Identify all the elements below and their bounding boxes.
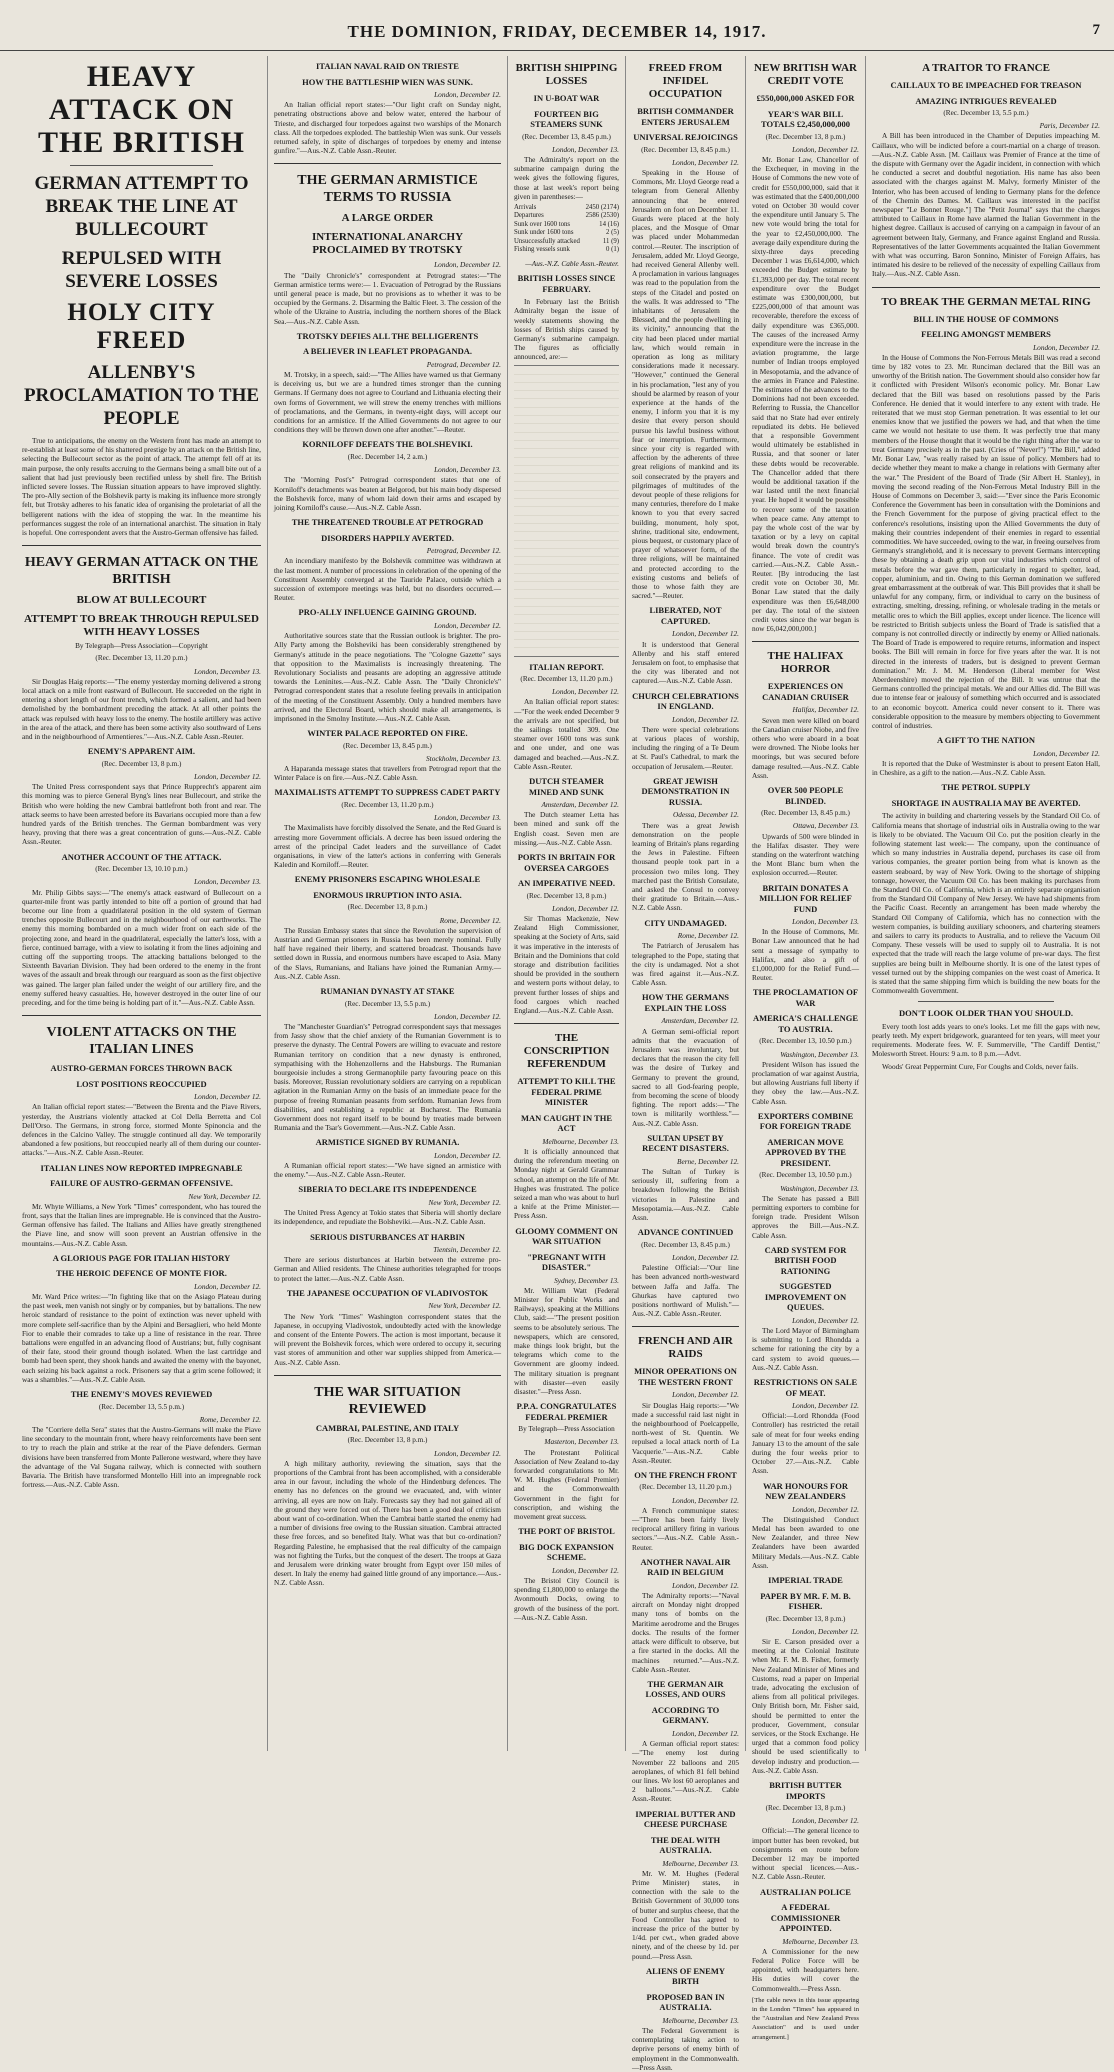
divider	[274, 163, 501, 164]
subheading: CAILLAUX TO BE IMPEACHED FOR TREASON	[890, 80, 1082, 90]
dateline: Paris, December 12.	[1039, 121, 1100, 131]
dateline: London, December 12.	[434, 1150, 501, 1160]
subheading: SULTAN UPSET BY RECENT DISASTERS.	[642, 1132, 729, 1154]
subheading: SERIOUS DISTURBANCES AT HARBIN	[310, 1231, 465, 1242]
subheading: MAN CAUGHT IN THE ACT	[520, 1112, 613, 1134]
subheading: A GLORIOUS PAGE FOR ITALIAN HISTORY	[52, 1252, 231, 1263]
dateline: Washington, December 13.	[780, 1183, 859, 1193]
received-time: (Rec. December 13, 8 p.m.)	[526, 891, 607, 900]
article-paragraph: The Sultan of Turkey is seriously ill, suffering from a breakdown following the British victories in Palestine and Mesopotamia.—Aus.-N.Z. Cable Assn.	[632, 1166, 739, 1222]
dateline: London, December 12.	[194, 1281, 261, 1291]
article-paragraph: In February last the British Admiralty began the issue of weekly statements showing the losses of British ships caused by Germany's submarine campaign. The figures as officially announced, are:—	[514, 297, 619, 362]
table-cell: Fishing vessels sunk	[514, 246, 570, 254]
column-1	[16, 56, 268, 1751]
received-time: (Rec. December 13, 8.45 p.m.)	[641, 145, 730, 154]
dateline: London, December 12.	[552, 903, 619, 913]
table-cell: 11 (9)	[602, 237, 619, 245]
subheading: ATTEMPT TO KILL THE FEDERAL PRIME MINISTER	[517, 1076, 616, 1108]
subheading: ITALIAN LINES NOW REPORTED IMPREGNABLE	[40, 1162, 243, 1173]
subheading: PRO-ALLY INFLUENCE GAINING GROUND.	[298, 607, 477, 618]
subheading: CAMBRAI, PALESTINE, AND ITALY	[315, 1422, 460, 1433]
headline: HEAVY GERMAN ATTACK ON THE BRITISH	[24, 555, 259, 588]
article-paragraph: A high military authority, reviewing the situation, says that the proportions of the Cambrai front has been accomplished, with a considerable area in our favour, including the whole of the Hindenburg defences. The enemy has no defences on the ground we evacuated, and, with winter arriving, all eyes are now on Italy. Forecasts say they had not gained all of the ground they were forced out of. There has been a good deal of criticism about want of co-ordination. When the Cambrai battle started the enemy had a number of divisions free owing to the Russian situation. Cambrai attracted these free forces, and so benefited Italy. What was that but co-ordination? Regarding Palestine, he emphasised that the real difficulty of the campaign was not fighting the Turks, but the conquest of the desert. The troops at Gaza and Jerusalem were drinking water brought from Egypt over 150 miles of desert. In Italy the enemy had gained little ground of any importance.—Aus.-N.Z. Cable Assn.	[274, 1458, 501, 1588]
column-3	[508, 56, 626, 1751]
subheading: BRITISH BUTTER IMPORTS	[769, 1780, 842, 1801]
table-row	[514, 204, 619, 213]
article-paragraph: The Maximalists have forcibly dissolved the Senate, and the Red Guard is arresting more Government officials. A decree has been issued ordering the arrest of the principal Cadet leaders and the surveillance of Cadet organisations, in view of the latter's actions in conferring with Generals Kaledin and Korniloff.—Reuter.	[274, 823, 501, 870]
table-cell: Arrivals	[514, 203, 537, 211]
subheading: BRITAIN DONATES A MILLION FOR RELIEF FUND	[759, 882, 852, 914]
article-paragraph: President Wilson has issued the proclamation of war against Austria, but allowing Austrians full liberty if they obey the law.—Aus.-N.Z. Cable Assn.	[752, 1059, 859, 1106]
advertisement-title: DON'T LOOK OLDER THAN YOU SHOULD.	[898, 1008, 1074, 1019]
divider	[274, 1375, 501, 1376]
subheading: KORNILOFF DEFEATS THE BOLSHEVIKI.	[302, 439, 473, 450]
article-paragraph: An Italian official report states:—"Between the Brenta and the Piave Rivers, yesterday, the Austrians violently attacked at Col Della Berretta and Col Dell'Orso. The Germans, in strong force, stormed Monte Spinoncia and the defences in the Calcino Valley. The struggle continued all day. We temporarily abandoned a few positions, but reoccupied nearly all of them during our counter-attacks."—Aus.-N.Z. Cable Assn.-Reuter.	[22, 1102, 261, 1158]
received-time: (Rec. December 13, 10.50 p.m.)	[759, 1037, 852, 1046]
dateline: London, December 12.	[672, 1728, 739, 1738]
dateline: London, December 12.	[1033, 748, 1100, 758]
subheading: BIG DOCK EXPANSION SCHEME.	[519, 1541, 614, 1563]
subheading: CITY UNDAMAGED.	[644, 917, 727, 928]
subheading: ITALIAN REPORT.	[529, 661, 604, 672]
subheading: AUSTRO-GERMAN FORCES THROWN BACK	[50, 1063, 233, 1074]
article-paragraph: Mr. Philip Gibbs says:—"The enemy's attack eastward of Bullecourt on a quarter-mile front was partly intended to bite off a portion of ground that had become our line from a quadrilateral position in the old system of German trenches opposite Bullecourt and in the neighbourhood of our earthworks. The enemy this morning bombarded on a much wider front on each side of the projecting zone, and heard in the quadrilateral, especially the latter's loss, with a fierce, continued barrage, with a view to isolating it from the lines adjoining and cutting off the supporting troops. The attacking battalions belonged to the Sixteenth Bavarian Division. They had been ordered to the enemy in the front waves of the assault and break through our rearguard as soon as the first objective was gained. The larger plan failed under the weight of our artillery fire, and the enemy suffered heavy casualties. He, however destroyed in the outer line of our preceding, and for the time being is holding part of it."—Aus.-N.Z. Cable Assn.	[22, 887, 261, 1007]
article-paragraph: The Senate has passed a Bill permitting exporters to combine for foreign trade. President Wilson approves the Bill.—Aus.-N.Z. Cable Assn.	[752, 1193, 859, 1240]
article-paragraph: The United Press correspondent says that Prince Rupprecht's apparent aim this morning was to pierce General Byng's lines near Bullecourt, and strike the British who were holding the new Cambrai battlefront both front and rear. The attack seems to have been arrested before its Bavarians occupied more than a few hundred yards of the British trenches. The German bombardment was very heavy, proving that there was a great concentration of guns.—Aus.-N.Z. Cable Assn.-Reuter.	[22, 782, 261, 847]
received-time: (Rec. December 13, 8 p.m.)	[765, 1804, 846, 1812]
newspaper-columns	[16, 56, 1106, 2072]
article-paragraph: Mr. Bonar Law, Chancellor of the Exchequer, in moving in the House of Commons the new vote of credit for £550,000,000, said that it was estimated that the £400,000,000 voted on October 30 would cover the expenditure until January 5. The new vote would bring the total for the year to £2,450,000,000. The average daily expenditure during the sixty-three days preceding December 1 was £6,614,000, which exceeded the Budget estimate by £1,393,000 per day. The total recent expenditure over the Budget estimate was £300,000,000, but £225,000,000 of that amount was recoverable, therefore the excess of daily expenditure was £365,000. The causes of the increased Army expenditure were the increase in the aviation programme, the large number of Indian troops employed in Mesopotamia, and the advance of the armies in France and Palestine. The estimates of the advances to the Dominions had not been exceeded. Referring to Russia, the Chancellor said that no State had ever entirely repudiated its debts. He believed that a responsible Government would ultimately be established in Russia, and that sooner or later these debts would be recoverable. The Chancellor added that there would be additional taxation if the war lasted until the next financial year. He hoped it would be possible to recover some of the taxation when peace came. Any attempt to pay the whole cost of the war by taxation or by a levy on capital would break down the country's finance. The vote of credit was carried.—Aus.-N.Z. Cable Assn.-Reuter. [By introducing the last credit vote on October 30, Mr. Bonar Law stated that the daily expenditure was then £6,648,000 per day. The total of the sixteen credit votes since the war began is now £6,042,000,000.]	[752, 154, 859, 634]
subheading: THE PROCLAMATION OF WAR	[752, 987, 859, 1008]
divider	[70, 165, 213, 166]
subheading: FEELING AMONGST MEMBERS	[921, 329, 1051, 340]
article-paragraph: The Admiralty's report on the submarine campaign during the week gives the following figures, those at last week's report being given in parentheses:—	[514, 154, 619, 201]
table-cell: 2 (5)	[605, 229, 619, 237]
dateline: London, December 12.	[194, 1092, 261, 1102]
dateline: Tientsin, December 12.	[433, 1245, 501, 1255]
article-paragraph: Speaking in the House of Commons, Mr. Lloyd George read a telegram from General Allenby announcing that he entered Jerusalem on foot on December 11. Guards were placed at the holy places, and the Mosque of Omar was placed under Mohammedan control.—Reuter. The inscription of Jerusalem, added Mr. Lloyd George, had received General Allenby well. A proclamation in various languages was read to the population from the steps of the Citadel and posted on the walls. It was addressed to "The inhabitants of Jerusalem the Blessed, and the people dwelling in its vicinity," announcing that the city had been placed under martial law, which would remain in operation as long as military considerations made it necessary. "However," continued the General in his proclamation, "lest any of you should be alarmed by reason of your experience at the hands of the enemy, I inform you that it is my desire that every person should pursue his lawful business without fear or interruption. Furthermore, since your city is regarded with affection by the adherents of three great religions of mankind and its soil consecrated by the prayers and pilgrimages of multitudes of the devout people of these religions for many centuries, therefore do I make known to you that every sacred building, monument, holy spot, shrine, traditional site, endowment, pious bequest, or customary place of prayer of whatsoever form, of the three religions, will be maintained and protected according to the existing customs and beliefs of those to whose faith they are sacred."—Reuter.	[632, 167, 739, 601]
dateline: London, December 12.	[434, 260, 501, 270]
subheading: WINTER PALACE REPORTED ON FIRE.	[307, 728, 468, 739]
article-paragraph: An incendiary manifesto by the Bolshevik committee was withdrawn at the last moment. A number of processions in celebration of the opening of the Constituent Assembly converged at the Tauride Palace, outside which a succession of extempore meetings was held, but no disorders occurred.—Reuter.	[274, 556, 501, 603]
article-paragraph: A German official report states:—"The enemy lost during November 22 balloons and 205 aeroplanes, of which 81 fell behind our lines. We lost 60 aeroplanes and 2 balloons."—Aus.-N.Z. Cable Assn.-Reuter.	[632, 1739, 739, 1804]
dateline: Melbourne, December 13.	[782, 1936, 859, 1946]
divider	[872, 287, 1100, 288]
article-paragraph: The Federal Government is contemplating taking action to deprive persons of enemy birth of employment in the Commonwealth.—Press Assn.	[632, 2025, 739, 2072]
article-paragraph: Seven men were killed on board the Canadian cruiser Niobe, and five others who were aboard in a boat were drowned. The Niobe looks her moorings, but was secured before damage resulted.—Aus.-N.Z. Cable Assn.	[752, 715, 859, 780]
dateline: London, December 12.	[672, 629, 739, 639]
subheading: AMERICA'S CHALLENGE TO AUSTRIA.	[752, 1013, 859, 1034]
dateline: Melbourne, December 13.	[662, 1858, 739, 1868]
article-paragraph: An Italian official report states:—"For the week ended December 9 the arrivals are not specified, but the sailings totalled 309. One steamer over 1600 tons was sunk and one under, and one was damaged and beached.—Aus.-N.Z. Cable Assn.-Reuter.	[514, 697, 619, 771]
headline: THE HALIFAX HORROR	[767, 650, 844, 676]
subheading: ENORMOUS IRRUPTION INTO ASIA.	[313, 889, 462, 900]
headline: VIOLENT ATTACKS ON THE ITALIAN LINES	[46, 1025, 237, 1058]
masthead	[0, 0, 1114, 51]
article-paragraph: Palestine Official:—"Our line has been advanced north-westward between Jaffa and Jaffa. The Ghurkas have captured two positions northward of Mulish."—Aus.-N.Z. Cable Assn.-Reuter.	[632, 1263, 739, 1319]
table-row	[514, 238, 619, 247]
received-time: (Rec. December 13, 11.20 p.m.)	[520, 675, 613, 684]
headline: FRENCH AND AIR RAIDS	[638, 1335, 733, 1361]
dateline: London, December 12.	[434, 1448, 501, 1458]
subheading: SHORTAGE IN AUSTRALIA MAY BE AVERTED.	[891, 797, 1081, 808]
headline: THE CONSCRIPTION REFERENDUM	[523, 1032, 610, 1071]
weekly-losses-table	[514, 365, 619, 657]
received-time: (Rec. December 13, 8 p.m.)	[765, 132, 846, 141]
source-credit: —Aus.-N.Z. Cable Assn.-Reuter.	[525, 258, 619, 268]
headline: INTERNATIONAL ANARCHY PROCLAIMED BY TROTSKY	[311, 231, 464, 257]
article-paragraph: Authoritative sources state that the Russian outlook is brighter. The pro-Ally Party among the Bolsheviki has been considerably strengthened by Germany's attitude in the peace negotiations. The "Cologne Gazette" says that opposition to the Maximalists is increasingly threatening. The Revolutionary Socialists and peasants are adopting an aggressive attitude towards the Leninites.—Aus.-N.Z. Cable Assn. The "Daily Chronicle's" Petrograd correspondent states that a resolute feeling prevails in anticipation of the meeting of the Constituent Assembly. Only a hundred members have arrived, and the Electoral Board, which should make all arrangements, is imprisoned in the Smolny Institute.—Aus.-N.Z. Cable Assn.	[274, 631, 501, 723]
article-paragraph: True to anticipations, the enemy on the Western front has made an attempt to re-establish at least some of his shattered prestige by an attack on the British line, selecting the Bullecourt sector as the point of attack. The attempt fell off at its main purpose, the only results accruing to the Germans being a small bite out of a salient that had just previously been rectified unless by shell fire. The British inflicted severe losses. The Russian situation appears to have improved slightly. The pro-Ally section of the Bolshevik party is making its influence more strongly felt, but Trotsky adheres to his fanatic idea of organising the proletariat of all the belligerent nations with the idea of stopping the war. In the meantime his performances suggest the role of an international anarchist. The situation in Italy is hopeful. One correspondent avers that the Austro-German offensive has failed.	[22, 436, 261, 538]
subheading: A GIFT TO THE NATION	[937, 735, 1035, 746]
table-row	[514, 221, 619, 230]
subheading: ACCORDING TO GERMANY.	[651, 1704, 720, 1726]
subheading: SUGGESTED IMPROVEMENT ON QUEUES.	[764, 1281, 847, 1313]
subheading: ANOTHER ACCOUNT OF THE ATTACK.	[61, 851, 222, 862]
headline: ALLENBY'S PROCLAMATION TO THE PEOPLE	[23, 362, 260, 429]
dateline: Stockholm, December 13.	[426, 753, 501, 763]
divider	[22, 1015, 261, 1016]
subheading: UNIVERSAL REJOICINGS	[633, 132, 738, 142]
article-paragraph: A Bill has been introduced in the Chamber of Deputies impeaching M. Caillaux, who will be indicted before a court-martial on a charge of treason.—Aus.-N.Z. Cable Assn. [M. Caillaux was Premier of France at the time of the dispute with Germany over the Agadir incident, in connection with which he conducted a secret and doubtful negotiation. His name has also been associated with the charges against M. Malvy, formerly Minister of the Interior, who has been accused of lending to Germany plans for the defence of the Chemin des Dames. M. Caillaux was interested in the pacifist newspaper "Le Bonnet Rouge."] The "Petit Journal" says that the charges attributed to Caillaux in Rome have alarmed the Italian Government in the highest degree. Caillaux is accused of carrying on a campaign in favour of an agreement between Italy, Germany, and France against England and Russia. Representatives of the latter Governments acquainted the Italian Government with what was occurring. Baron Sonnino, Minister of Foreign Affairs, has intimated his desire to be relieved of the necessity of expelling Caillaux from Italy.—Aus.-N.Z. Cable Assn.	[872, 131, 1100, 279]
column-4	[626, 56, 746, 2072]
article-paragraph: The activity in building and chartering vessels by the Standard Oil Co. of California means that shortage of industrial oils in Australia owing to the war is likely to be obviated. The Vacuum Oil Co. put the position clearly in the following statement last week:— The company, upon the continuance of which so many industries in Australia depend, purchases its case oil from various companies, the greater portion being from what is known as the eastern seaboard, by way of New York. Owing to the shortage of shipping tonnage, however, the Vacuum Oil Co. has been making its purchases from the Standard Oil Co. of California, which is an entirely separate organisation from the Standard Oil Company of New Jersey. We have had shipments from the Pacific Coast. Recently an arrangement has been made whereby the Standard Oil Company of California, which has no connection with the western companies, is building auxiliary schooners, and chartering steamers and sailers to carry its products to Australia, and to relieve the Vacuum Oil Company. These vessels will be used to supply oil to Australia. It is not expected that the trade will reach the large volume of pre-war days. The first supplies are being built in Melbourne shortly. It is one of the latest types of vessel turned out by the shipping companies on the west coast of America. It is stated that the same shipping firm which is building the new boats for the Commonwealth Government.	[872, 811, 1100, 996]
subheading: WAR HONOURS FOR NEW ZEALANDERS	[762, 1480, 848, 1502]
divider	[918, 1001, 1055, 1002]
subheading: THE HEROIC DEFENCE OF MONTE FIOR.	[56, 1268, 227, 1279]
dateline: London, December 12.	[792, 1626, 859, 1636]
table-cell: Unsuccessfully attacked	[514, 237, 580, 245]
article-paragraph: A German semi-official report admits that the evacuation of Jerusalem was involuntary, but declares that the reason the city fell was the desire of Turkey and Germany to prevent the ground, sacred to all God-fearing people, from becoming the scene of bloody fighting. The report adds:—"The town is militarily worthless."—Aus.-N.Z. Cable Assn.	[632, 1026, 739, 1128]
article-paragraph: A Commissioner for the new Federal Police Force will be appointed, with headquarters here. His duties will cover the Commonwealth.—Press Assn.	[752, 1946, 859, 1993]
subheading: CHURCH CELEBRATIONS IN ENGLAND.	[632, 690, 739, 712]
subheading: THE GERMAN AIR LOSSES, AND OURS	[645, 1678, 726, 1700]
dateline: Rome, December 12.	[199, 1414, 261, 1424]
headline: A TRAITOR TO FRANCE	[922, 62, 1050, 74]
table-cell: 2450 (2174)	[585, 203, 619, 211]
column-6	[866, 56, 1106, 1751]
subheading: FAILURE OF AUSTRO-GERMAN OFFENSIVE.	[50, 1178, 233, 1189]
table-cell: 0 (1)	[605, 246, 619, 254]
subheading: SIBERIA TO DECLARE ITS INDEPENDENCE	[298, 1184, 477, 1195]
headline: A LARGE ORDER	[341, 212, 434, 225]
dateline: Masterton, December 13.	[544, 1437, 619, 1447]
subheading: LIBERATED, NOT CAPTURED.	[649, 605, 722, 626]
article-paragraph: The New York "Times" Washington correspondent states that the Japanese, in occupying Vladivostok, undoubtedly acted with the knowledge and consent of the Entente Powers. The action is most important, because it will prevent the Bolshevik forces, which were ordered to occupy it, securing vast stores of ammunition and other war supplies shipped from America.—Aus.-N.Z. Cable Assn.	[274, 1311, 501, 1367]
article-paragraph: The "Manchester Guardian's" Petrograd correspondent says that messages from Jassy show that the chief anxiety of the Rumanian Government is to preserve the dynasty. The Central Powers are willing to evacuate and restore Rumanian territory on condition that a new dynasty is enthroned, sympathising with the Hohenzollerns and the Habsburgs. The Rumanian bourgeoisie includes a strong Germanophile party favouring peace on this basis. Moreover, Russian revolutionary soldiers are carrying on a republican agitation in the Rumanian Army on the basis of an immediate peace for the purpose of freeing Rumanian peasants from serfdom. Rumanian Jews from disabilities, and establishing a republic at Bucharest. The Rumania Government does not regard itself to be bound by treaties made between Rumania and the Tsar's Government.—Aus.-N.Z. Cable Assn.	[274, 1021, 501, 1133]
article-paragraph: A French communique states:—"There has been fairly lively reciprocal artillery firing in various sectors."—Aus.-N.Z. Cable Assn.-Reuter.	[632, 1505, 739, 1552]
subheading: THE JAPANESE OCCUPATION OF VLADIVOSTOK	[286, 1287, 489, 1298]
dateline: Petrograd, December 12.	[426, 546, 501, 556]
headline: THE GERMAN ARMISTICE TERMS TO RUSSIA	[297, 173, 478, 206]
subheading: ITALIAN NAVAL RAID ON TRIESTE	[316, 61, 459, 71]
dateline: New York, December 12.	[428, 1197, 501, 1207]
article-paragraph: Official:—Lord Rhondda (Food Controller) has restricted the retail sale of meat for four weeks ending January 13 to the amount of the sale during the four weeks prior to October 27.—Aus.-N.Z. Cable Assn.	[752, 1411, 859, 1476]
page-number: 7	[1092, 22, 1100, 38]
dateline: London, December 12.	[194, 771, 261, 781]
received-time: (Rec. December 13, 11.20 p.m.)	[639, 1483, 732, 1492]
received-time: (Rec. December 13, 5.5 p.m.)	[344, 999, 431, 1008]
shipping-table	[514, 204, 619, 255]
divider	[22, 545, 261, 546]
article-paragraph: The Dutch steamer Letta has been mined and sunk off the English coast. Seven men are missing.—Aus.-N.Z. Cable Assn.	[514, 810, 619, 847]
dateline: Odessa, December 12.	[672, 810, 739, 820]
article-paragraph: The Patriarch of Jerusalem has telegraphed to the Pope, stating that the city is undamaged. Not a shot was fired against it.—Aus.-N.Z. Cable Assn.	[632, 941, 739, 988]
received-time: (Rec. December 13, 5.5 p.m.)	[98, 1402, 185, 1411]
subheading: RUMANIAN DYNASTY AT STAKE	[320, 986, 455, 996]
dateline: London, December 13.	[434, 813, 501, 823]
dateline: London, December 12.	[434, 90, 501, 99]
article-paragraph: Sir Douglas Haig reports:—"We made a successful raid last night in the neighbourhood of Poelcappelle, north-west of St. Quentin. We repulsed a local attack north of La Vacquerie."—Aus.-N.Z. Cable Assn.-Reuter.	[632, 1400, 739, 1465]
dateline: London, December 12.	[552, 687, 619, 697]
article-paragraph: The Lord Mayor of Birmingham is submitting to Lord Rhondda a scheme for rationing the city by a card system to avoid queues.—Aus.-N.Z. Cable Assn.	[752, 1325, 859, 1372]
subheading: ENEMY'S APPARENT AIM.	[87, 746, 196, 757]
dateline: Berne, December 12.	[677, 1156, 739, 1166]
dateline: London, December 13.	[552, 144, 619, 154]
subheading: THE THREATENED TROUBLE AT PETROGRAD	[291, 517, 484, 528]
subheading: BRITISH COMMANDER ENTERS JERUSALEM	[637, 106, 734, 127]
article-paragraph: An Italian official report states:—"Our light craft on Sunday night, penetrating obstructions above and below water, entered the harbour of Trieste, and discharged four torpedoes against two warships of the Monarch class. All the torpedoes exploded. The battleship Wien was sunk. Our vessels returned safely, in spite of discharges of torpedoes by enemy and intense gunfire."—Aus.-N.Z. Cable Assn.-Reuter.	[274, 100, 501, 156]
subheading: £550,000,000 ASKED FOR	[756, 93, 855, 103]
headline: TO BREAK THE GERMAN METAL RING	[881, 295, 1091, 308]
article-paragraph: Mr. Ward Price writes:—"In fighting like that on the Asiago Plateau during the past week, men vanish not singly or by companies, but by battalions. The new heroic standard of resistance to the point of extinction was never upheld with more complete self-sacrifice than by the Alpini and Bersaglieri, who held Monte Fior to enable their comrades to take up a line of resistance in the rear. Three battalions were engulfed in an advancing flood of Austrians; but, fully cognisant of their fate, stood their ground though isolated. When the last cartridge and bomb had been spent, they shook hands and awaited the enemy with the bayonet, each seizing his back against a rock. Prisoners say that a grim scene followed; it was a shambles."—Aus.-N.Z. Cable Assn.	[22, 1291, 261, 1384]
divider	[752, 641, 859, 642]
dateline: Petrograd, December 12.	[426, 359, 501, 369]
subheading: ANOTHER NAVAL AIR RAID IN BELGIUM	[640, 1556, 731, 1578]
subheading: FOURTEEN BIG STEAMERS SUNK	[530, 108, 603, 129]
table-row	[514, 229, 619, 238]
article-paragraph: The Distinguished Conduct Medal has been awarded to one New Zealander, and three New Zealanders have been awarded Military Medals.—Aus.-N.Z. Cable Assn.	[752, 1514, 859, 1570]
article-paragraph: Upwards of 500 were blinded in the Halifax disaster. They were standing on the waterfront watching the Mont Blanc burn when the explosion occurred.—Reuter.	[752, 831, 859, 878]
dateline: New York, December 12.	[188, 1191, 261, 1201]
subheading: IMPERIAL BUTTER AND CHEESE PURCHASE	[635, 1808, 736, 1830]
dateline: London, December 12.	[672, 714, 739, 724]
article-paragraph: The Admiralty reports:—"Naval aircraft on Monday night dropped many tons of bombs on the Maritime aerodrome and the Bruges docks. The results of the former attack were difficult to observe, but a fire started in the docks. All the machines returned."—Aus.-N.Z. Cable Assn.-Reuter.	[632, 1591, 739, 1674]
article-paragraph: M. Trotsky, in a speech, said:—"The Allies have warned us that Germany is deceiving us, but we are a hundred times stronger than the cunning Germans. If Germany does not agree to Courland and Lithuania electing their own forms of Government, we will strew the enemy trenches with millions of proclamations, and the Germans, in twenty-eight days, will accept our conditions for an armistice. If the Allied Governments do not agree to our conditions they will be thrown down one after another."—Reuter.	[274, 370, 501, 435]
received-time: (Rec. December 13, 5.5 p.m.)	[943, 109, 1029, 117]
subheading: CARD SYSTEM FOR BRITISH FOOD RATIONING	[764, 1244, 847, 1276]
byline: By Telegraph—Press Association	[518, 1425, 615, 1434]
article-paragraph: The Russian Embassy states that since the Revolution the supervision of Austrian and German prisoners in Russia has been merely nominal. Fully half have regained their liberty, and scattered broadcast. Thousands have settled down in Russia, and enormous numbers have escaped to Asia. Many of the Slavs, Rumanians, and Italians have joined the Rumanian Army.—Aus.-N.Z. Cable Assn.	[274, 925, 501, 981]
headline: FREED FROM INFIDEL OCCUPATION	[648, 62, 723, 100]
newspaper-masthead-title: THE DOMINION, FRIDAY, DECEMBER 14, 1917.	[347, 22, 767, 41]
subheading: ARMISTICE SIGNED BY RUMANIA.	[315, 1137, 460, 1148]
article-paragraph: The United Press Agency at Tokio states that Siberia will shortly declare its independence, and repudiate the Bolsheviki.—Aus.-N.Z. Cable Assn.	[274, 1208, 501, 1227]
headline: GERMAN ATTEMPT TO BREAK THE LINE AT BULLECOURT	[34, 173, 249, 240]
editorial-note: [The cable news in this issue appearing in the London "Times" has appeared in the "Australian and New Zealand Press Association" and is used under arrangement.]	[752, 1996, 859, 2041]
article-paragraph: It is understood that General Allenby and his staff entered Jerusalem on foot, to emphasise that the city was liberated and not captured.—Aus.-N.Z. Cable Assn.	[632, 639, 739, 686]
headline: REPULSED WITH SEVERE LOSSES	[61, 248, 222, 292]
column-2	[268, 56, 508, 1751]
dateline: London, December 12.	[672, 1390, 739, 1400]
dateline: London, December 12.	[792, 144, 859, 154]
dateline: London, December 12.	[672, 1252, 739, 1262]
divider	[632, 1326, 739, 1327]
received-time: (Rec. December 13, 8 p.m.)	[101, 759, 182, 768]
article-paragraph: It is officially announced that during the referendum meeting on Monday night at Gerald Grammar school, an attempt on the life of Mr. Hughes was frustrated. The police seized a man who was about to hurl a knife at the Prime Minister.—Press Assn.	[514, 1146, 619, 1221]
received-time: (Rec. December 13, 8.45 p.m.)	[522, 132, 611, 141]
subheading: BILL IN THE HOUSE OF COMMONS	[913, 313, 1059, 324]
dateline: London, December 12.	[792, 1315, 859, 1325]
table-cell: Sunk over 1600 tons	[514, 220, 571, 228]
subheading: AUSTRALIAN POLICE	[760, 1886, 851, 1897]
subheading: MINOR OPERATIONS ON THE WESTERN FRONT	[634, 1366, 737, 1387]
article-paragraph: The "Daily Chronicle's" correspondent at Petrograd states:—"The German armistice terms were:— 1. Evacuation of Petrograd by the Russians until general peace is made, but no provisions as to whether it was to be occupied by the Germans. 2. Disarming the Baltic Fleet. 3. The cession of the whole of the Ukraine to Austria, including the northern shores of the Black Sea.—Aus.-N.Z. Cable Assn.	[274, 270, 501, 326]
article-paragraph: A Haparanda message states that travellers from Petrograd report that the Winter Palace is on fire.—Aus.-N.Z. Cable Assn.	[274, 764, 501, 783]
article-paragraph: In the House of Commons, Mr. Bonar Law announced that he had sent a message of sympathy to Halifax, and also a gift of £1,000,000 for the Relief Fund.—Reuter.	[752, 927, 859, 983]
subheading: EXPERIENCES ON CANADIAN CRUISER	[762, 681, 849, 702]
column-5	[746, 56, 866, 2041]
dateline: London, December 13.	[434, 465, 501, 475]
subheading: AMAZING INTRIGUES REVEALED	[915, 95, 1057, 106]
dateline: London, December 12.	[672, 157, 739, 167]
headline: HOLY CITY FREED	[67, 299, 216, 354]
subheading: GLOOMY COMMENT ON WAR SITUATION	[515, 1225, 618, 1247]
advertisement-text: Every tooth lost adds years to one's looks. Let me fill the gaps with new, pearly teeth. My expert bridgework, guaranteed for ten years, will meet your requirements. Moderate fees. W. F. Summerville, "The Cardiff Dentist," Molesworth Street. Hours: 9 a.m. to 8 p.m.—Advt.	[872, 1021, 1100, 1059]
dateline: London, December 13.	[194, 666, 261, 676]
article-paragraph: There were special celebrations at various places of worship, including the ringing of a Te Deum at St. Paul's Cathedral, to mark the occupation of Jerusalem.—Reuter.	[632, 724, 739, 771]
headline: BLOW AT BULLECOURT	[76, 594, 207, 607]
article-paragraph: The Protestant Political Association of New Zealand to-day forwarded congratulations to Mr. W. M. Hughes (Federal Premier) and the Commonwealth Government in the fight for conscription, and wishing the movement great success.	[514, 1447, 619, 1522]
subheading: GREAT JEWISH DEMONSTRATION IN RUSSIA.	[641, 775, 730, 807]
received-time: (Rec. December 13, 8.45 p.m.)	[761, 809, 850, 818]
dateline: New York, December 12.	[428, 1301, 501, 1311]
subheading: IMPERIAL TRADE	[768, 1575, 843, 1586]
subheading: A FEDERAL COMMISSIONER APPOINTED.	[770, 1902, 841, 1934]
article-paragraph: The Bristol City Council is spending £1,800,000 to enlarge the Avonmouth Docks, owing to growth of the business of the port.—Aus.-N.Z. Cable Assn.	[514, 1575, 619, 1622]
byline: By Telegraph—Press Association—Copyright	[75, 642, 208, 651]
dateline: London, December 12.	[792, 1816, 859, 1826]
subheading: A BELIEVER IN LEAFLET PROPAGANDA.	[302, 346, 472, 357]
table-row	[514, 246, 619, 255]
subheading: PROPOSED BAN IN AUSTRALIA.	[646, 1991, 725, 2013]
subheading: PORTS IN BRITAIN FOR OVERSEA CARGOES	[517, 852, 616, 873]
dateline: Rome, December 12.	[439, 915, 501, 925]
subheading: TROTSKY DEFIES ALL THE BELLIGERENTS	[296, 330, 479, 341]
subheading: ON THE FRENCH FRONT	[634, 1469, 737, 1480]
dateline: Sydney, December 13.	[554, 1275, 619, 1285]
divider	[514, 1023, 619, 1024]
article-paragraph: Mr. W. M. Hughes (Federal Prime Minister) states, in connection with the sale to the British Government of 30,000 tons of butter and surplus cheese, that the Food Controller has agreed to increase the price of the butter by 1/4d. per cwt., when graded above ninety, and of the cheese by 1d. per pound.—Press Assn.	[632, 1868, 739, 1961]
subheading: P.P.A. CONGRATULATES FEDERAL PREMIER	[516, 1401, 617, 1422]
subheading: "PREGNANT WITH DISASTER."	[527, 1251, 606, 1273]
article-paragraph: It is reported that the Duke of Westminster is about to present Eaton Hall, in Cheshire, as a gift to the nation.—Aus.-N.Z. Cable Assn.	[872, 758, 1100, 778]
subheading: THE PETROL SUPPLY	[941, 782, 1031, 793]
article-paragraph: In the House of Commons the Non-Ferrous Metals Bill was read a second time by 182 votes to 23. Mr. Runciman declared that the Bill was an unworthy of the British nation. The Government should also consider how far it conflicted with President Wilson's economic policy. Mr. Bonar Law declared that the Bill was based on resolutions passed by the Paris Conference. He denied that it would interfere to any extent with trade. He reiterated that we must stop German penetration. It was essential to let our enemies know that we justified the powers we had, and that when the time came we would not hesitate to use them. It was perfectly true that many members of the House thought that it would be the right thing after the war to treat Germany precisely as in the past. (Cries of "Never!") "The Bill," added Mr. Bonar Law, "was really raised by an issue of policy. Members had to decide whether they meant to make a change in relations with Germany after the war." The President of the Board of Trade (Sir Albert H. Stanley), in moving the second reading of the Non-Ferrous Metal Industry Bill in the House of Commons on December 3, said:—"Ever since the Paris Economic Conference the Government has been in consultation with the Dominions and the French Government for the purpose of giving practical effect to the conference's resolutions, insisting upon the Allied Governments the duty of making their countries independent of their enemies in regard to essential commodities. We have succeeded, owing to the war, in freeing ourselves from Germany's stranglehold, and it is necessary to prevent Germans intercepting these by obtaining a death grip upon our vital industries which control of metals before the war gave them, particularly in regard to spelter, lead, copper, aluminium, and tin. Owing to this German domination we suffered great embarrassment at the outbreak of war. This Bill provides that it shall be unlawful for any company, firm, or individual to carry on the business of extracting, smelting, dressing, refining, or wholesale trading in the metals or metallic ores to which the Bill applies, except under licence. The licence will be restricted to British subjects unless the Board of Trade is satisfied that a company is not controlled directly or indirectly by enemy or Allied nationals. The Board of Trade is empowered to require returns, information and inspect books. The Bill will remain in force for five years after the war. It is not directed in the interests of traders, but is designed to prevent German domination." Mr. J. M. M. Henderson (Liberal member for West Aberdeenshire) moved the rejection of the Bill. It was untrue that the Germans controlled the principal metals. We and our Allies did. The Bill was due to intense fear or jealousy of something which occurred and is associated to an economic boycott. America could never consent to it. There was considerable opposition to the measure by members objecting to Government control of industries.	[872, 352, 1100, 730]
dateline: Washington, December 13.	[780, 1049, 859, 1059]
article-paragraph: There are serious disturbances at Harbin between the extreme pro-German and Allied residents. The Chinese authorities telegraphed for troops to protect the latter.—Aus.-N.Z. Cable Assn.	[274, 1255, 501, 1283]
article-paragraph: The "Corriere della Sera" states that the Austro-Germans will make the Piave line secondary to the mountain front, where heavy reinforcements have been sent to try to reach the plain and strike at the rear of the Piave defenders. German divisions have been transferred from Monte Pallerone westward, where they have the advantage of the Val Sugana railway, which is connected with southern Bavaria. The British have transformed Montello Hill into an impregnable rock fortress.—Aus.-N.Z. Cable Assn.	[22, 1424, 261, 1490]
advertisement-text: Woods' Great Peppermint Cure, For Coughs and Colds, never fails.	[882, 1061, 1079, 1071]
subheading: ADVANCE CONTINUED	[637, 1227, 734, 1238]
article-paragraph: Sir Douglas Haig reports:—"The enemy yesterday morning delivered a strong local attack on a mile front eastward of Bullecourt. He succeeded on the right in entering a short length of our front trench, which formed a salient, and had been demolished by the bombardment preceding the attack. At all other points the attack was repulsed with heavy loss to the enemy. The hostile artillery was active in the area of the attack, and there has been some activity also southward of Lens and in the neighbourhood of Armentieres."—Aus.-N.Z. Cable Assn.-Reuter.	[22, 676, 261, 742]
article-paragraph: Mr. William Watt (Federal Minister for Public Works and Railways), speaking at the Millions Club, said:—"The present position seems to be absolutely serious. The newspapers, which are censored, make things look bright, but the telegrams which come to the Government are gloomy indeed. The military situation is pregnant with disaster—even easily disaster."—Press Assn.	[514, 1285, 619, 1396]
table-cell: 2586 (2530)	[585, 212, 619, 220]
dateline: London, December 12.	[792, 1504, 859, 1514]
subheading: PAPER BY MR. F. M. B. FISHER.	[760, 1590, 851, 1612]
subheading: ALIENS OF ENEMY BIRTH	[645, 1965, 726, 1987]
dateline: London, December 12.	[672, 1495, 739, 1505]
dateline: Ottawa, December 13.	[792, 821, 859, 831]
subheading: THE ENEMY'S MOVES REVIEWED	[70, 1389, 213, 1400]
subheading: BRITISH LOSSES SINCE FEBRUARY.	[517, 273, 616, 294]
article-paragraph: Sir Thomas Mackenzie, New Zealand High Commissioner, speaking at the Society of Arts, said it was imperative in the interests of Britain and the Dominions that cold storage and distribution facilities should be provided in the southern and western ports without delay, to prevent further losses of ships and food cargoes which reached England.—Aus.-N.Z. Cable Assn.	[514, 914, 619, 1016]
subheading: HOW THE BATTLESHIP WIEN WAS SUNK.	[302, 76, 473, 87]
dateline: London, December 13.	[792, 917, 859, 927]
received-time: (Rec. December 13, 8.45 p.m.)	[343, 741, 432, 750]
dateline: Rome, December 12.	[677, 931, 739, 941]
subheading: THE PORT OF BRISTOL	[518, 1526, 615, 1537]
dateline: London, December 13.	[194, 877, 261, 887]
article-paragraph: Sir E. Carson presided over a meeting at the Colonial Institute when Mr. F. M. B. Fisher, formerly New Zealand Minister of Mines and Customs, read a paper on Imperial trade, advocating the exclusion of aliens from all political privileges. Only British born, Mr. Fisher said, should be permitted to enter the producer, Government, consular services, or the Stock Exchange. He urged that a common food policy should be used scientifically to develop industry and production.—Aus.-N.Z. Cable Assn.	[752, 1636, 859, 1775]
headline: HEAVY ATTACK ON THE BRITISH	[38, 60, 245, 159]
dateline: London, December 12.	[434, 1011, 501, 1021]
table-row	[514, 212, 619, 221]
subheading: ENEMY PRISONERS ESCAPING WHOLESALE	[294, 874, 481, 885]
dateline: London, December 12.	[552, 1565, 619, 1575]
subheading: AN IMPERATIVE NEED.	[518, 878, 615, 889]
subheading: THE DEAL WITH AUSTRALIA.	[650, 1834, 721, 1856]
article-paragraph: The "Morning Post's" Petrograd correspondent states that one of Korniloff's detachments was beaten at Belgorod, but his main body dispersed the Bolshevik force, many of whom laid down their arms and escaped by joining Korniloff's cause.—Aus.-N.Z. Cable Assn.	[274, 475, 501, 512]
subheading: IN U-BOAT WAR	[533, 93, 600, 103]
dateline: London, December 12.	[672, 1580, 739, 1590]
table-cell: Sunk under 1600 tons	[514, 229, 574, 237]
headline: BRITISH SHIPPING LOSSES	[515, 62, 618, 87]
dateline: Amsterdam, December 12.	[541, 800, 619, 810]
received-time: (Rec. December 13, 11.20 p.m.)	[341, 800, 434, 809]
dateline: Halifax, December 12.	[792, 705, 859, 715]
dateline: London, December 12.	[1033, 342, 1100, 352]
headline: THE WAR SITUATION REVIEWED	[314, 1384, 461, 1417]
subheading: RESTRICTIONS ON SALE OF MEAT.	[753, 1377, 858, 1398]
subheading: OVER 500 PEOPLE BLINDED.	[767, 785, 844, 806]
article-paragraph: Mr. Whyte Williams, a New York "Times" correspondent, who has toured the front, says that the Italian lines are impregnable. He is convinced that the Austro-German offensive has failed. The Italians and Allies have greatly strengthened the Piave line, and snow will soon prevent an Austrian offensive in the mountains.—Aus.-N.Z. Cable Assn.	[22, 1201, 261, 1248]
received-time: (Rec. December 13, 11.20 p.m.)	[95, 654, 188, 663]
received-time: (Rec. December 13, 8 p.m.)	[347, 1436, 428, 1445]
article-paragraph: Official:—The general licence to import butter has been revoked, but consignments en route before December 12 may be imported without special licences.—Aus.-N.Z. Cable Assn.-Reuter.	[752, 1826, 859, 1882]
subheading: HOW THE GERMANS EXPLAIN THE LOSS	[641, 992, 730, 1013]
subheading: MAXIMALISTS ATTEMPT TO SUPPRESS CADET PARTY	[274, 787, 501, 798]
subheading: DISORDERS HAPPILY AVERTED.	[321, 532, 454, 543]
dateline: London, December 12.	[792, 1401, 859, 1410]
subheading: YEAR'S WAR BILL TOTALS £2,450,000,000	[761, 108, 850, 129]
received-time: (Rec. December 13, 8.45 p.m.)	[641, 1240, 730, 1249]
headline: ATTEMPT TO BREAK THROUGH REPULSED WITH HEAVY LOSSES	[24, 613, 259, 639]
dateline: Melbourne, December 13.	[662, 2015, 739, 2025]
received-time: (Rec. December 13, 10.10 p.m.)	[95, 865, 188, 874]
table-cell: Departures	[514, 212, 544, 220]
article-paragraph: A Rumanian official report states:—"We have signed an armistice with the enemy."—Aus.-N.Z. Cable Assn.-Reuter.	[274, 1161, 501, 1180]
article-paragraph: There was a great Jewish demonstration on the people learning of Britain's plans regarding the Jews in Palestine. Fifteen thousand people took part in a procession two miles long. They marched past the British Consulate, and asked the Consul to convey their gratitude to Britain.—Aus.-N.Z. Cable Assn.	[632, 820, 739, 913]
subheading: AMERICAN MOVE APPROVED BY THE PRESIDENT.	[765, 1136, 846, 1168]
subheading: DUTCH STEAMER MINED AND SUNK	[528, 776, 605, 797]
dateline: Amsterdam, December 12.	[661, 1016, 739, 1026]
received-time: (Rec. December 13, 8 p.m.)	[347, 903, 428, 912]
table-cell: 14 (16)	[599, 220, 619, 228]
dateline: London, December 12.	[434, 620, 501, 630]
subheading: LOST POSITIONS REOCCUPIED	[76, 1078, 207, 1089]
received-time: (Rec. December 13, 8 p.m.)	[765, 1614, 846, 1623]
dateline: Melbourne, December 13.	[542, 1136, 619, 1146]
headline: NEW BRITISH WAR CREDIT VOTE	[754, 62, 857, 87]
received-time: (Rec. December 14, 2 a.m.)	[347, 452, 428, 461]
subheading: EXPORTERS COMBINE FOR FOREIGN TRADE	[757, 1110, 854, 1132]
received-time: (Rec. December 13, 10.50 p.m.)	[759, 1171, 852, 1180]
